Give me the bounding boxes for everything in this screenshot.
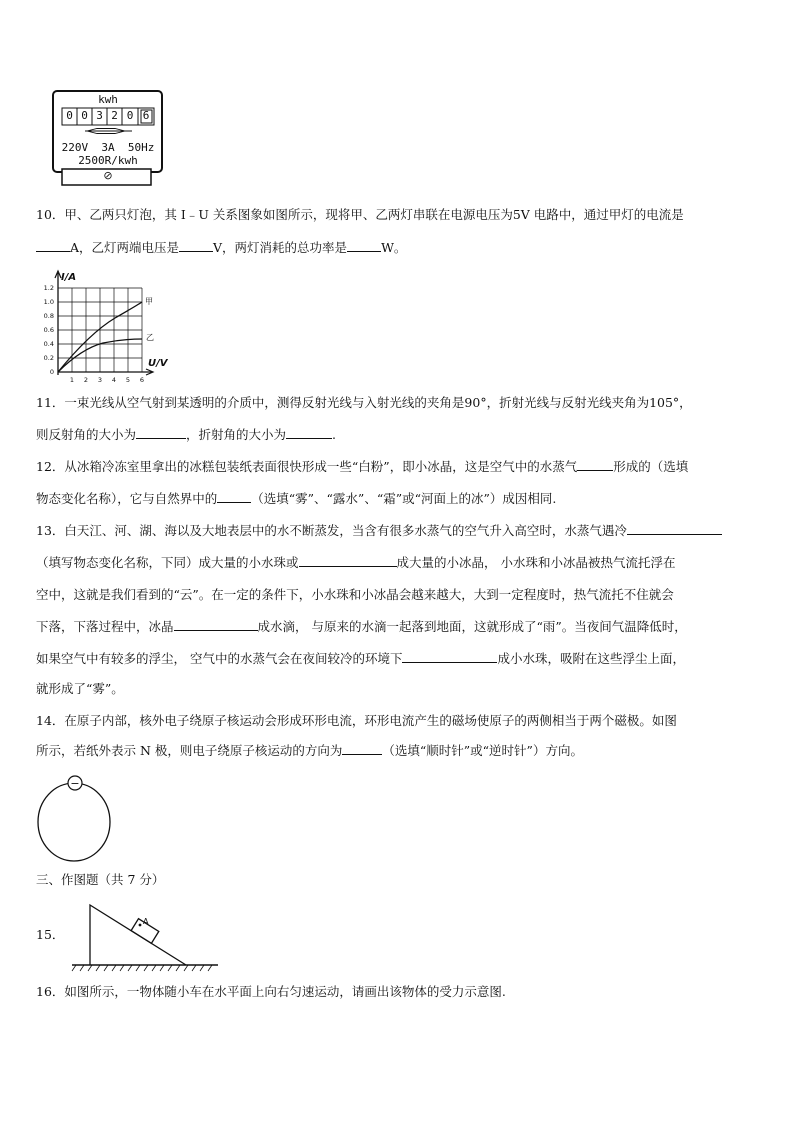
q11-blank-refraction-angle[interactable] bbox=[286, 425, 332, 439]
q12-blank-process[interactable] bbox=[577, 457, 613, 471]
q11-number: 11． bbox=[36, 395, 65, 410]
q10-blank-voltage[interactable] bbox=[179, 238, 213, 252]
iu-y-axis-label: I/A bbox=[61, 272, 77, 283]
atom-drawing bbox=[34, 772, 116, 864]
q11-blank-reflection-angle[interactable] bbox=[136, 425, 186, 439]
q13-text-i: 就形成了“雾”。 bbox=[36, 681, 124, 696]
q12-line2 bbox=[36, 489, 556, 509]
curve-yi-label: 乙 bbox=[146, 333, 154, 342]
q13-text-b: （填写物态变化名称，下同）成大量的小水珠或 bbox=[36, 555, 299, 570]
q10-blank-current[interactable] bbox=[36, 238, 70, 252]
meter-digits bbox=[62, 109, 154, 125]
q13-text-g: 如果空气中有较多的浮尘， 空气中的水蒸气会在夜间较冷的环境下 bbox=[36, 651, 403, 666]
q10-blank-power[interactable] bbox=[347, 238, 381, 252]
block-center-dot bbox=[139, 924, 142, 927]
iu-x-tick: 5 bbox=[125, 376, 131, 384]
q10-number: 10． bbox=[36, 207, 65, 222]
iu-x-tick: 3 bbox=[97, 376, 103, 384]
q13-text-a: 白天江、河、湖、海以及大地表层中的水不断蒸发，当含有很多水蒸气的空气升入高空时，水蒸气遇冷 bbox=[64, 523, 627, 538]
q12-number: 12． bbox=[36, 459, 65, 474]
meter-digit: 3 bbox=[96, 109, 103, 122]
electron-orbit bbox=[38, 783, 110, 861]
q12-text-a: 从冰箱冷冻室里拿出的冰糕包装纸表面很快形成一些“白粉”，即小冰晶，这是空气中的水蒸气 bbox=[64, 459, 578, 474]
meter-digit-red-window: 6 bbox=[142, 109, 150, 122]
q13-line6 bbox=[36, 679, 124, 699]
q13-text-c: 成大量的小冰晶， 小水珠和小冰晶被热气流托浮在 bbox=[396, 555, 676, 570]
q11-text-a: 一束光线从空气射到某透明的介质中，测得反射光线与入射光线的夹角是90°，折射光线与反射光线夹角为105°， bbox=[64, 395, 692, 410]
iu-origin-label: 0 bbox=[49, 368, 54, 376]
q13-line1 bbox=[36, 521, 722, 541]
q13-blank-1[interactable] bbox=[627, 521, 722, 535]
q13-line3 bbox=[36, 585, 674, 605]
iu-y-tick: 0.6 bbox=[43, 326, 54, 334]
q10-line2 bbox=[36, 238, 406, 258]
iu-graph bbox=[40, 268, 180, 386]
q13-text-d: 空中，这就是我们看到的“云”。在一定的条件下，小水珠和小冰晶会越来越大，大到一定程度时，热气流托不住就会 bbox=[36, 587, 674, 602]
q16-text: 如图所示，一物体随小车在水平面上向右匀速运动，请画出该物体的受力示意图. bbox=[64, 984, 506, 999]
q10-text-b: A，乙灯两端电压是 bbox=[70, 240, 180, 255]
q13-line5 bbox=[36, 649, 685, 669]
meter-digit: 0 bbox=[66, 109, 73, 122]
q11-line2 bbox=[36, 425, 336, 445]
q12-text-c: 物态变化名称），它与自然界中的 bbox=[36, 491, 218, 506]
q13-text-f: 成水滴， 与原来的水滴一起落到地面，这就形成了“雨”。当夜间气温降低时， bbox=[257, 619, 687, 634]
iu-x-tick: 4 bbox=[111, 376, 117, 384]
iu-x-axis-label: U/V bbox=[148, 358, 168, 369]
meter-knob-icon: ⊘ bbox=[103, 169, 113, 182]
q11-line1 bbox=[36, 393, 692, 413]
iu-x-tick: 2 bbox=[83, 376, 89, 384]
q14-blank-direction[interactable] bbox=[342, 741, 382, 755]
q14-text-b: 所示，若纸外表示 N 极，则电子绕原子核运动的方向为 bbox=[36, 743, 343, 758]
q12-text-d: （选填“雾”、“露水”、“霜”或“河面上的冰”）成因相同. bbox=[251, 491, 557, 506]
q10-text-d: W。 bbox=[381, 240, 407, 255]
iu-y-tick: 0.4 bbox=[43, 340, 54, 348]
block-label: A bbox=[143, 917, 149, 926]
electron-symbol: − bbox=[70, 777, 80, 790]
q10-text-a: 甲、乙两只灯泡，其 I﹣U 关系图象如图所示，现将甲、乙两灯串联在电源电压为5V 电路中，通过甲灯的电流是 bbox=[64, 207, 684, 222]
incline-drawing bbox=[68, 895, 220, 973]
meter-spec-line1: 220V 3A 50Hz bbox=[61, 141, 155, 154]
q14-number: 14． bbox=[36, 713, 65, 728]
iu-y-tick: 0.8 bbox=[43, 312, 54, 320]
q13-text-e: 下落，下落过程中，冰晶 bbox=[36, 619, 174, 634]
q13-line4 bbox=[36, 617, 687, 637]
q13-number: 13． bbox=[36, 523, 65, 538]
q13-blank-2[interactable] bbox=[299, 553, 397, 567]
q12-blank-phenomenon[interactable] bbox=[217, 489, 251, 503]
section3-title: 三、作图题（共 7 分） bbox=[36, 872, 165, 887]
iu-y-tick: 1.2 bbox=[43, 284, 54, 292]
q14-text-c: （选填“顺时针”或“逆时针”）方向。 bbox=[382, 743, 583, 758]
ground-hatching bbox=[72, 965, 212, 971]
q12-line1 bbox=[36, 457, 688, 477]
q12-text-b: 形成的（选填 bbox=[613, 459, 689, 474]
q14-text-a: 在原子内部，核外电子绕原子核运动会形成环形电流，环形电流产生的磁场使原子的两侧相当于两个磁极。如图 bbox=[64, 713, 677, 728]
iu-graph-figure bbox=[40, 268, 180, 386]
meter-digit: 0 bbox=[81, 109, 88, 122]
iu-x-tick: 6 bbox=[139, 376, 145, 384]
q14-line2 bbox=[36, 741, 583, 761]
q11-text-b: 则反射角的大小为 bbox=[36, 427, 137, 442]
meter-digit: 2 bbox=[111, 109, 118, 122]
q16-line1 bbox=[36, 982, 506, 1002]
q13-text-h: 成小水珠，吸附在这些浮尘上面， bbox=[497, 651, 685, 666]
q10-text-c: V，两灯消耗的总功率是 bbox=[213, 240, 348, 255]
q13-blank-3[interactable] bbox=[174, 617, 258, 631]
q16-number: 16． bbox=[36, 984, 65, 999]
iu-y-tick: 0.2 bbox=[43, 354, 54, 362]
q10-line1 bbox=[36, 205, 684, 225]
electric-meter-figure bbox=[50, 89, 166, 187]
q14-line1 bbox=[36, 711, 677, 731]
q13-line2 bbox=[36, 553, 676, 573]
atom-figure bbox=[34, 772, 116, 864]
q11-text-c: ，折射角的大小为 bbox=[186, 427, 287, 442]
curve-jia-label: 甲 bbox=[145, 297, 153, 306]
meter-digit: 0 bbox=[126, 109, 134, 122]
q13-blank-4[interactable] bbox=[402, 649, 497, 663]
incline-figure bbox=[68, 895, 220, 973]
q11-text-d: . bbox=[332, 427, 337, 442]
iu-y-tick: 1.0 bbox=[43, 298, 54, 306]
meter-spec-line2: 2500R/kwh bbox=[78, 154, 138, 167]
meter-unit: kwh bbox=[98, 93, 118, 106]
iu-x-tick: 1 bbox=[69, 376, 75, 384]
q15-number: 15． bbox=[36, 927, 65, 942]
iu-grid bbox=[58, 288, 142, 372]
